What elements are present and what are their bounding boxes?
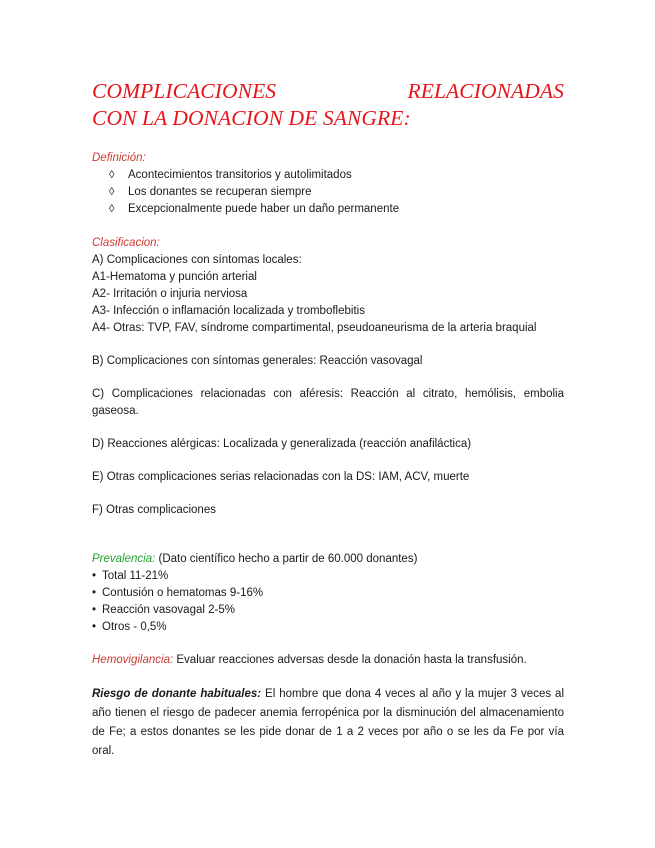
clasificacion-a1: A1-Hematoma y punción arterial (92, 271, 257, 283)
clasificacion-a-heading: A) Complicaciones con síntomas locales: (92, 254, 302, 266)
prevalencia-heading: Prevalencia: (92, 553, 156, 565)
list-item: • Reacción vasovagal 2-5% (92, 602, 564, 619)
prevalencia-line (92, 551, 564, 568)
riesgo-text: El hombre que dona 4 veces al año y la mujer 3 veces al año tienen el riesgo de padecer anemia ferropénica por la disminución del almacenamiento de Fe; a estos donantes se les pide donar de 1 a 2 veces por año o se les da Fe por vía oral. (92, 688, 565, 757)
bullet-dot-icon: • (92, 604, 97, 616)
definicion-heading: Definición: (92, 152, 146, 164)
list-item: ◊ Acontecimientos transitorios y autolimitados (92, 167, 564, 184)
list-item: ◊ Los donantes se recuperan siempre (92, 184, 564, 201)
hemovigilancia-text: Evaluar reacciones adversas desde la donación hasta la transfusión. (173, 654, 527, 666)
diamond-bullet-icon: ◊ (109, 169, 115, 181)
diamond-bullet-icon: ◊ (109, 203, 115, 215)
clasificacion-d: D) Reacciones alérgicas: Localizada y generalizada (reacción anafiláctica) (92, 438, 472, 450)
bullet-dot-icon: • (92, 570, 97, 582)
prevalencia-list (92, 568, 564, 636)
list-item: • Otros - 0,5% (92, 619, 564, 636)
clasificacion-f: F) Otras complicaciones (92, 504, 216, 516)
diamond-bullet-icon: ◊ (109, 186, 115, 198)
riesgo-heading: Riesgo de donante habituales: (92, 688, 262, 700)
clasificacion-b: B) Complicaciones con síntomas generales: Reacción vasovagal (92, 355, 423, 367)
clasificacion-heading: Clasificacion: (92, 237, 160, 249)
document-title (92, 78, 564, 132)
hemovigilancia-line (92, 652, 564, 669)
prevalencia-note: (Dato científico hecho a partir de 60.000 donantes) (155, 553, 418, 565)
title-word-relacionadas: RELACIONADAS (407, 79, 564, 103)
title-word-complicaciones: COMPLICACIONES (92, 79, 277, 103)
clasificacion-a4: A4- Otras: TVP, FAV, síndrome compartimental, pseudoaneurisma de la arteria braquial (92, 322, 537, 334)
clasificacion-e: E) Otras complicaciones serias relacionadas con la DS: IAM, ACV, muerte (92, 471, 470, 483)
clasificacion-a2: A2- Irritación o injuria nerviosa (92, 288, 248, 300)
bullet-dot-icon: • (92, 621, 97, 633)
clasificacion-a3: A3- Infección o inflamación localizada y tromboflebitis (92, 305, 365, 317)
list-item: • Contusión o hematomas 9-16% (92, 585, 564, 602)
list-item: • Total 11-21% (92, 568, 564, 585)
title-line-1 (92, 78, 564, 105)
hemovigilancia-heading: Hemovigilancia: (92, 654, 174, 666)
riesgo-paragraph (92, 685, 564, 761)
definicion-list (92, 167, 564, 218)
bullet-dot-icon: • (92, 587, 97, 599)
list-item: ◊ Excepcionalmente puede haber un daño permanente (92, 201, 564, 218)
document-body (92, 150, 564, 761)
clasificacion-c: C) Complicaciones relacionadas con aféresis: Reacción al citrato, hemólisis, embolia gaseosa. (92, 388, 564, 417)
title-line-2: CON LA DONACION DE SANGRE: (92, 106, 411, 130)
